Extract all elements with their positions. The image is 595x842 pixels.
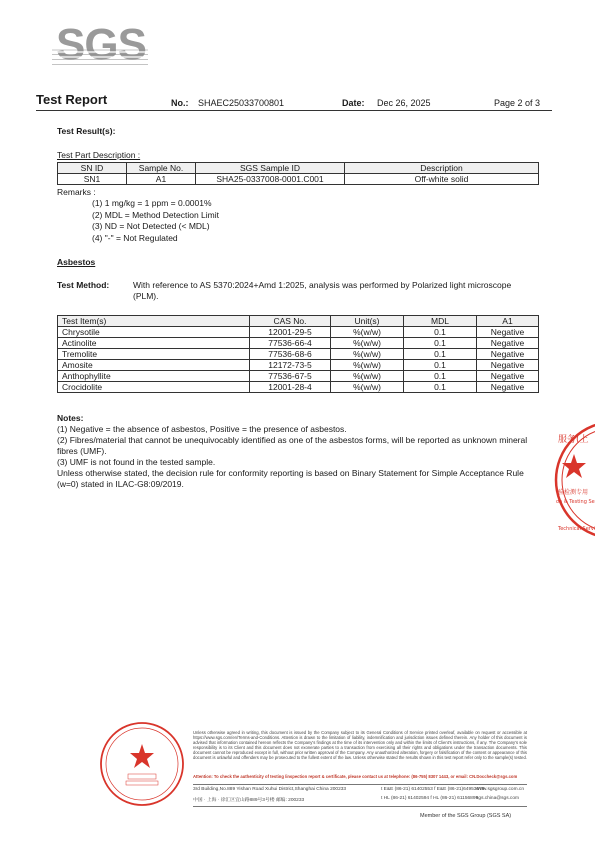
asbestos-heading: Asbestos	[57, 257, 96, 267]
cell-unit: %(w/w)	[331, 327, 404, 338]
cell-result: Negative	[477, 371, 539, 382]
note-line: Unless otherwise stated, the decision rule for conformity reporting is based on Binary Statement for Simple Acceptance Rule (w=0) stated in ILAC-G8:09/2019.	[57, 468, 524, 489]
cell-mdl: 0.1	[404, 371, 477, 382]
col-test-item: Test Item(s)	[58, 316, 250, 327]
footer-rule	[193, 784, 527, 785]
address-en: 3rd Building,No.889 Yishan Road Xuhui District,Shanghai China 200233	[193, 787, 347, 792]
table-row	[58, 349, 539, 360]
svg-text:on & Testing Se: on & Testing Se	[556, 499, 595, 505]
address-cn: 中国 · 上海 · 徐汇区宜山路889号3号楼 邮编: 200233	[193, 798, 305, 803]
cell-cas-no: 12001-29-5	[250, 327, 331, 338]
page-number: Page 2 of 3	[494, 98, 541, 108]
cell-mdl: 0.1	[404, 349, 477, 360]
cell-sn-id: SN1	[58, 174, 127, 185]
cell-test-item: Chrysotile	[58, 327, 250, 338]
table-row	[58, 338, 539, 349]
sgs-logo-lines	[52, 48, 148, 68]
cell-test-item: Tremolite	[58, 349, 250, 360]
sgs-group-member: Member of the SGS Group (SGS SA)	[420, 813, 512, 819]
test-part-heading: Test Part Description :	[57, 150, 141, 160]
svg-text:服务(上: 服务(上	[558, 435, 589, 445]
cell-unit: %(w/w)	[331, 371, 404, 382]
notes-section	[57, 413, 535, 490]
test-method-label: Test Method:	[57, 280, 110, 290]
note-line: (1) Negative = the absence of asbestos, Positive = the presence of asbestos.	[57, 424, 347, 434]
seal-stamp-edge	[552, 420, 595, 546]
cell-result: Negative	[477, 327, 539, 338]
cell-result: Negative	[477, 360, 539, 371]
cell-unit: %(w/w)	[331, 382, 404, 393]
cell-cas-no: 12001-28-4	[250, 382, 331, 393]
sgs-logo	[56, 20, 144, 68]
col-sgs-sample-id: SGS Sample ID	[196, 163, 345, 174]
col-units: Unit(s)	[331, 316, 404, 327]
cell-test-item: Amosite	[58, 360, 250, 371]
cell-result: Negative	[477, 338, 539, 349]
cell-test-item: Actinolite	[58, 338, 250, 349]
col-sn-id: SN ID	[58, 163, 127, 174]
cell-description: Off-white solid	[345, 174, 539, 185]
website-link[interactable]: www.sgsgroup.com.cn	[476, 787, 524, 792]
cell-cas-no: 77536-68-6	[250, 349, 331, 360]
cell-cas-no: 12172-73-5	[250, 360, 331, 371]
col-cas-no: CAS No.	[250, 316, 331, 327]
cell-unit: %(w/w)	[331, 338, 404, 349]
cell-test-item: Anthophyllite	[58, 371, 250, 382]
test-part-table	[57, 162, 539, 185]
footer-rule-bottom	[193, 806, 527, 807]
phone-en: t E&E (86-21) 61402553 f E&E (86-21)64953679	[381, 787, 485, 792]
test-method-text: With reference to AS 5370:2024+Amd 1:2025, analysis was performed by Polarized light microscope (PLM).	[133, 280, 512, 301]
sgs-logo-text: SGS	[56, 20, 146, 69]
cell-mdl: 0.1	[404, 360, 477, 371]
report-title: Test Report	[36, 92, 108, 107]
phone-cn: t HL (86-21) 61402594 f HL (86-21) 61156899	[381, 796, 479, 801]
cell-sample-no: A1	[127, 174, 196, 185]
note-line: (2) Fibres/material that cannot be unequivocably identified as one of the asbestos forms, will be reported as unknown mineral fibres (UMF).	[57, 435, 528, 456]
report-no-value: SHAEC25033700801	[198, 98, 285, 108]
cell-unit: %(w/w)	[331, 349, 404, 360]
svg-text:验检测专用: 验检测专用	[558, 489, 589, 496]
cell-cas-no: 77536-67-5	[250, 371, 331, 382]
col-description: Description	[345, 163, 539, 174]
test-results-heading: Test Result(s):	[57, 126, 116, 136]
table-header-row	[58, 316, 539, 327]
footer-attention: Attention: To check the authenticity of testing /inspection report & certificate, please contact us at telephone: (86-755) 8307 1443, or email: CN.Doccheck@sgs.com	[193, 774, 518, 779]
cell-unit: %(w/w)	[331, 360, 404, 371]
report-date-value: Dec 26, 2025	[377, 98, 431, 108]
table-row	[58, 174, 539, 185]
remarks-heading: Remarks :	[57, 187, 96, 197]
report-no-label: No.:	[171, 98, 189, 108]
table-row	[58, 327, 539, 338]
cell-mdl: 0.1	[404, 382, 477, 393]
col-a1: A1	[477, 316, 539, 327]
footer-disclaimer: Unless otherwise agreed in writing, this document is issued by the Company subject to its General Conditions of Service printed overleaf, available on request or accessible at https://www.sgs.com/en/Terms-and-Conditions. Attention is drawn to the limitation of liability, indemnification and jurisdiction issues defined therein. Any holder of this document is advised that information contained hereon reflects the Company's findings at the time of its intervention only and within the limits of Client's instructions, if any. The Company's sole responsibility is to its Client and this document does not exonerate parties to a transaction from exercising all their rights and obligations under the transaction documents. This document cannot be reproduced except in full, without prior written approval of the Company. Any unauthorized alteration, forgery or falsification of the content or appearance of this document is unlawful and offenders may be prosecuted to the fullest extent of the law. Unless otherwise stated the results shown in this test report refer only to the sample(s) tested.	[193, 730, 527, 760]
table-header-row	[58, 163, 539, 174]
remarks-list	[92, 198, 219, 244]
cell-mdl: 0.1	[404, 338, 477, 349]
remark-item: (1) 1 mg/kg = 1 ppm = 0.0001%	[92, 198, 212, 208]
remark-item: (4) "-" = Not Regulated	[92, 232, 178, 243]
cell-mdl: 0.1	[404, 327, 477, 338]
table-row	[58, 360, 539, 371]
notes-heading: Notes:	[57, 413, 84, 423]
table-row	[58, 371, 539, 382]
remark-item: (3) ND = Not Detected (< MDL)	[92, 221, 210, 231]
svg-text:Technical Servi: Technical Servi	[558, 526, 595, 532]
cell-sgs-sample-id: SHA25-0337008-0001.C001	[196, 174, 345, 185]
note-line: (3) UMF is not found in the tested sample.	[57, 457, 216, 467]
company-seal-icon	[98, 720, 186, 808]
cell-test-item: Crocidolite	[58, 382, 250, 393]
col-sample-no: Sample No.	[127, 163, 196, 174]
cell-result: Negative	[477, 382, 539, 393]
cell-cas-no: 77536-66-4	[250, 338, 331, 349]
header-rule	[36, 110, 552, 111]
remark-item: (2) MDL = Method Detection Limit	[92, 209, 219, 220]
asbestos-table	[57, 315, 539, 393]
col-mdl: MDL	[404, 316, 477, 327]
report-date-label: Date:	[342, 98, 365, 108]
table-row	[58, 382, 539, 393]
cell-result: Negative	[477, 349, 539, 360]
email-link[interactable]: sgs.china@sgs.com	[476, 796, 519, 801]
